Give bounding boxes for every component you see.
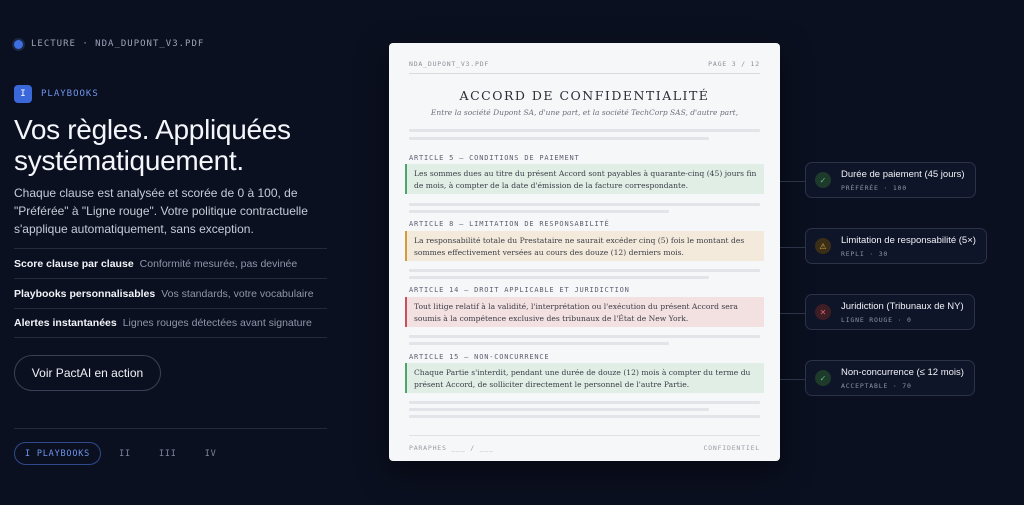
placeholder-line	[409, 210, 669, 213]
tab-playbooks[interactable]: I PLAYBOOKS	[14, 442, 101, 465]
placeholder-line	[409, 415, 760, 418]
feature-title: Playbooks personnalisables	[14, 287, 156, 300]
result-score: ACCEPTABLE · 70	[841, 381, 912, 390]
placeholder-line	[409, 335, 760, 338]
divider	[409, 435, 760, 436]
article-label: ARTICLE 15 — NON-CONCURRENCE	[409, 353, 550, 361]
reading-label: LECTURE · NDA_DUPONT_V3.PDF	[31, 39, 205, 49]
placeholder-line	[409, 269, 760, 272]
section-badge	[14, 85, 99, 103]
document-footer	[409, 444, 760, 452]
placeholder-line	[409, 129, 760, 132]
result-card[interactable]	[805, 294, 975, 330]
feature-item	[14, 278, 327, 308]
result-card[interactable]	[805, 228, 987, 264]
placeholder-line	[409, 342, 669, 345]
demo-button[interactable]: Voir PactAI en action	[14, 355, 161, 391]
section-number: I	[14, 85, 32, 103]
feature-title: Alertes instantanées	[14, 317, 117, 329]
tab-ii[interactable]: II	[119, 448, 131, 459]
placeholder-line	[409, 408, 709, 411]
section-tabs	[14, 442, 227, 465]
feature-desc: Lignes rouges détectées avant signature	[122, 317, 312, 329]
clause-highlight[interactable]: Les sommes dues au titre du présent Accord sont payables à quarante-cinq (45) jours fin de mois, à compter de la date d'émission de la facture correspondante.	[405, 164, 764, 194]
status-dot-icon	[14, 40, 23, 49]
article-label: ARTICLE 5 — CONDITIONS DE PAIEMENT	[409, 154, 580, 162]
feature-title: Score clause par clause	[14, 257, 134, 270]
result-score: REPLI · 30	[841, 249, 889, 258]
result-title: Juridiction (Tribunaux de NY)	[841, 300, 964, 312]
result-card[interactable]	[805, 162, 976, 198]
clause-highlight[interactable]: La responsabilité totale du Prestataire ne saurait excéder cinq (5) fois le montant des sommes effectivement versées au cours des douze (12) derniers mois.	[405, 231, 764, 261]
initials-field: PARAPHES ___ / ___	[409, 444, 494, 452]
section-label: PLAYBOOKS	[41, 89, 99, 99]
document-header	[409, 60, 760, 68]
feature-list	[14, 248, 327, 338]
confidential-label: CONFIDENTIEL	[703, 444, 760, 452]
placeholder-line	[409, 401, 760, 404]
divider	[409, 73, 760, 74]
clause-highlight[interactable]: Chaque Partie s'interdit, pendant une durée de douze (12) mois à compter du terme du présent Accord, de solliciter directement le personnel de l'autre Partie.	[405, 363, 764, 393]
placeholder-line	[409, 276, 709, 279]
result-title: Durée de paiement (45 jours)	[841, 168, 965, 180]
document-filename: NDA_DUPONT_V3.PDF	[409, 60, 490, 68]
x-icon: ✕	[815, 304, 831, 320]
article-label: ARTICLE 8 — LIMITATION DE RESPONSABILITÉ	[409, 220, 610, 228]
document-preview	[389, 43, 780, 461]
feature-item	[14, 308, 327, 338]
article-label: ARTICLE 14 — DROIT APPLICABLE ET JURIDICTION	[409, 286, 630, 294]
check-icon: ✓	[815, 172, 831, 188]
connector-line	[780, 379, 805, 380]
divider	[14, 428, 327, 429]
warning-icon: ⚠	[815, 238, 831, 254]
connector-line	[780, 247, 805, 248]
tab-iii[interactable]: III	[158, 448, 177, 459]
feature-item	[14, 248, 327, 278]
placeholder-line	[409, 203, 760, 206]
connector-line	[780, 181, 805, 182]
document-title: ACCORD DE CONFIDENTIALITÉ	[459, 88, 710, 103]
reading-status	[14, 39, 204, 49]
result-score: LIGNE ROUGE · 0	[841, 315, 912, 324]
result-score: PRÉFÉRÉE · 100	[841, 183, 907, 192]
result-title: Non-concurrence (≤ 12 mois)	[841, 366, 964, 378]
placeholder-line	[409, 137, 709, 140]
result-title: Limitation de responsabilité (5×)	[841, 234, 976, 246]
clause-highlight[interactable]: Tout litige relatif à la validité, l'interprétation ou l'exécution du présent Accord sera soumis à la compétence exclusive des tribunaux de l'État de New York.	[405, 297, 764, 327]
result-card[interactable]	[805, 360, 975, 396]
tab-iv[interactable]: IV	[204, 448, 217, 459]
document-subtitle: Entre la société Dupont SA, d'une part, et la société TechCorp SAS, d'autre part,	[430, 108, 739, 117]
lead-paragraph: Chaque clause est analysée et scorée de 0 à 100, de "Préférée" à "Ligne rouge". Votre politique contractuelle s'applique automatiquement, sans exception.	[14, 186, 308, 236]
document-page: PAGE 3 / 12	[708, 60, 760, 68]
feature-desc: Conformité mesurée, pas devinée	[139, 257, 298, 270]
connector-line	[780, 313, 805, 314]
check-icon: ✓	[815, 370, 831, 386]
page-title: Vos règles. Appliquées systématiquement.	[14, 114, 291, 176]
feature-desc: Vos standards, votre vocabulaire	[161, 287, 314, 300]
